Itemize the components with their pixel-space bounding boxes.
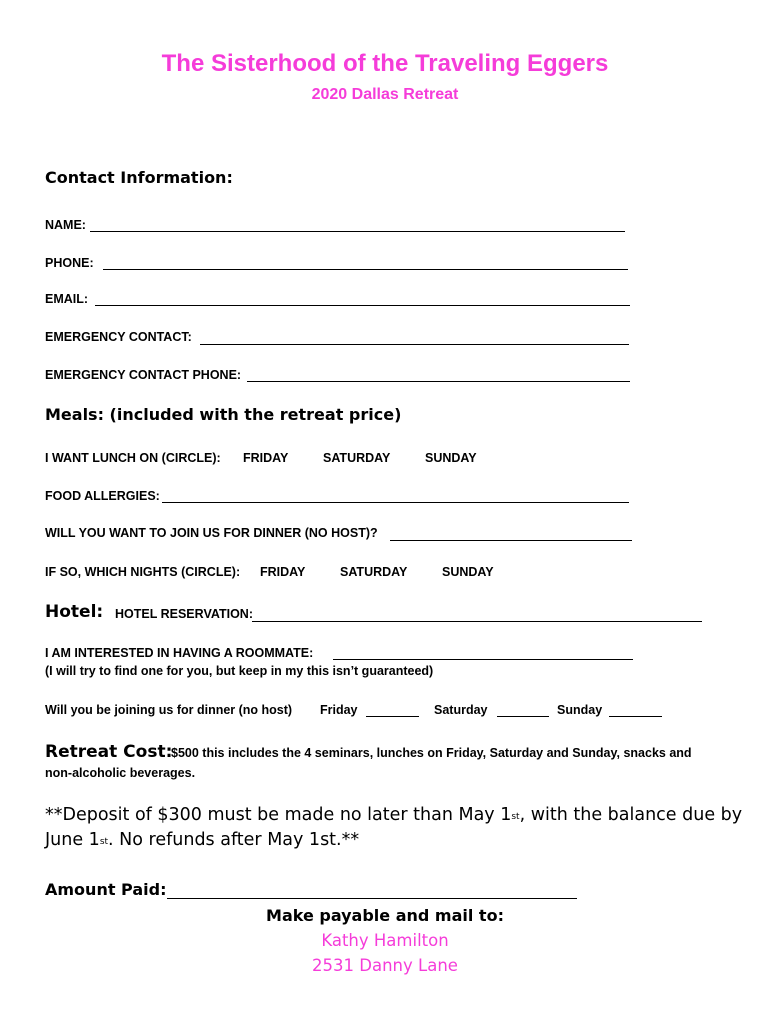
deposit-line-1: **Deposit of $300 must be made no later than May 1st, with the balance due by [45,805,743,825]
payable-label: Make payable and mail to: [266,906,504,925]
retreat-cost-text-1: $500 this includes the 4 seminars, lunches on Friday, Saturday and Sunday, snacks and [171,746,692,760]
hotel-reservation-label: HOTEL RESERVATION: [115,607,253,621]
payee-address: 2531 Danny Lane [312,956,458,975]
night-option-friday[interactable]: FRIDAY [260,565,306,579]
amount-paid-label: Amount Paid: [45,880,167,899]
name-field[interactable] [90,231,625,232]
night-option-saturday[interactable]: SATURDAY [340,565,408,579]
contact-heading: Contact Information: [45,168,233,187]
dinner-question-label: WILL YOU WANT TO JOIN US FOR DINNER (NO HOST)? [45,526,378,540]
nights-label: IF SO, WHICH NIGHTS (CIRCLE): [45,565,241,579]
dinner-sunday-field[interactable] [609,716,662,717]
dinner-question-field[interactable] [390,540,632,541]
lunch-option-saturday[interactable]: SATURDAY [323,451,391,465]
email-field[interactable] [95,305,630,306]
emergency-phone-field[interactable] [247,381,630,382]
emergency-contact-label: EMERGENCY CONTACT: [45,330,192,344]
dinner-prompt: Will you be joining us for dinner (no host) [45,703,293,717]
retreat-cost-heading: Retreat Cost: [45,742,173,762]
lunch-label: I WANT LUNCH ON (CIRCLE): [45,451,221,465]
email-label: EMAIL: [45,292,89,306]
hotel-reservation-field[interactable] [252,621,702,622]
dinner-friday-label: Friday [320,703,358,717]
lunch-option-sunday[interactable]: SUNDAY [425,451,477,465]
night-option-sunday[interactable]: SUNDAY [442,565,494,579]
dinner-sunday-label: Sunday [557,703,603,717]
phone-field[interactable] [103,269,628,270]
dinner-saturday-field[interactable] [497,716,549,717]
roommate-note: (I will try to find one for you, but keep in my this isn’t guaranteed) [45,664,434,678]
hotel-heading: Hotel: [45,602,104,622]
name-label: NAME: [45,218,86,232]
lunch-option-friday[interactable]: FRIDAY [243,451,289,465]
phone-label: PHONE: [45,256,94,270]
allergies-field[interactable] [162,502,629,503]
emergency-contact-field[interactable] [200,344,629,345]
deposit-line-2: June 1st. No refunds after May 1st.** [45,830,360,850]
dinner-friday-field[interactable] [366,716,419,717]
roommate-field[interactable] [333,659,633,660]
retreat-cost-text-2: non-alcoholic beverages. [45,766,196,780]
emergency-phone-label: EMERGENCY CONTACT PHONE: [45,368,242,382]
payee-name: Kathy Hamilton [321,931,449,950]
dinner-saturday-label: Saturday [434,703,488,717]
roommate-label: I AM INTERESTED IN HAVING A ROOMMATE: [45,646,314,660]
page-subtitle: 2020 Dallas Retreat [311,86,459,103]
allergies-label: FOOD ALLERGIES: [45,489,160,503]
page-title: The Sisterhood of the Traveling Eggers [161,50,609,77]
amount-paid-field[interactable] [167,898,577,899]
meals-heading: Meals: (included with the retreat price) [45,405,402,424]
